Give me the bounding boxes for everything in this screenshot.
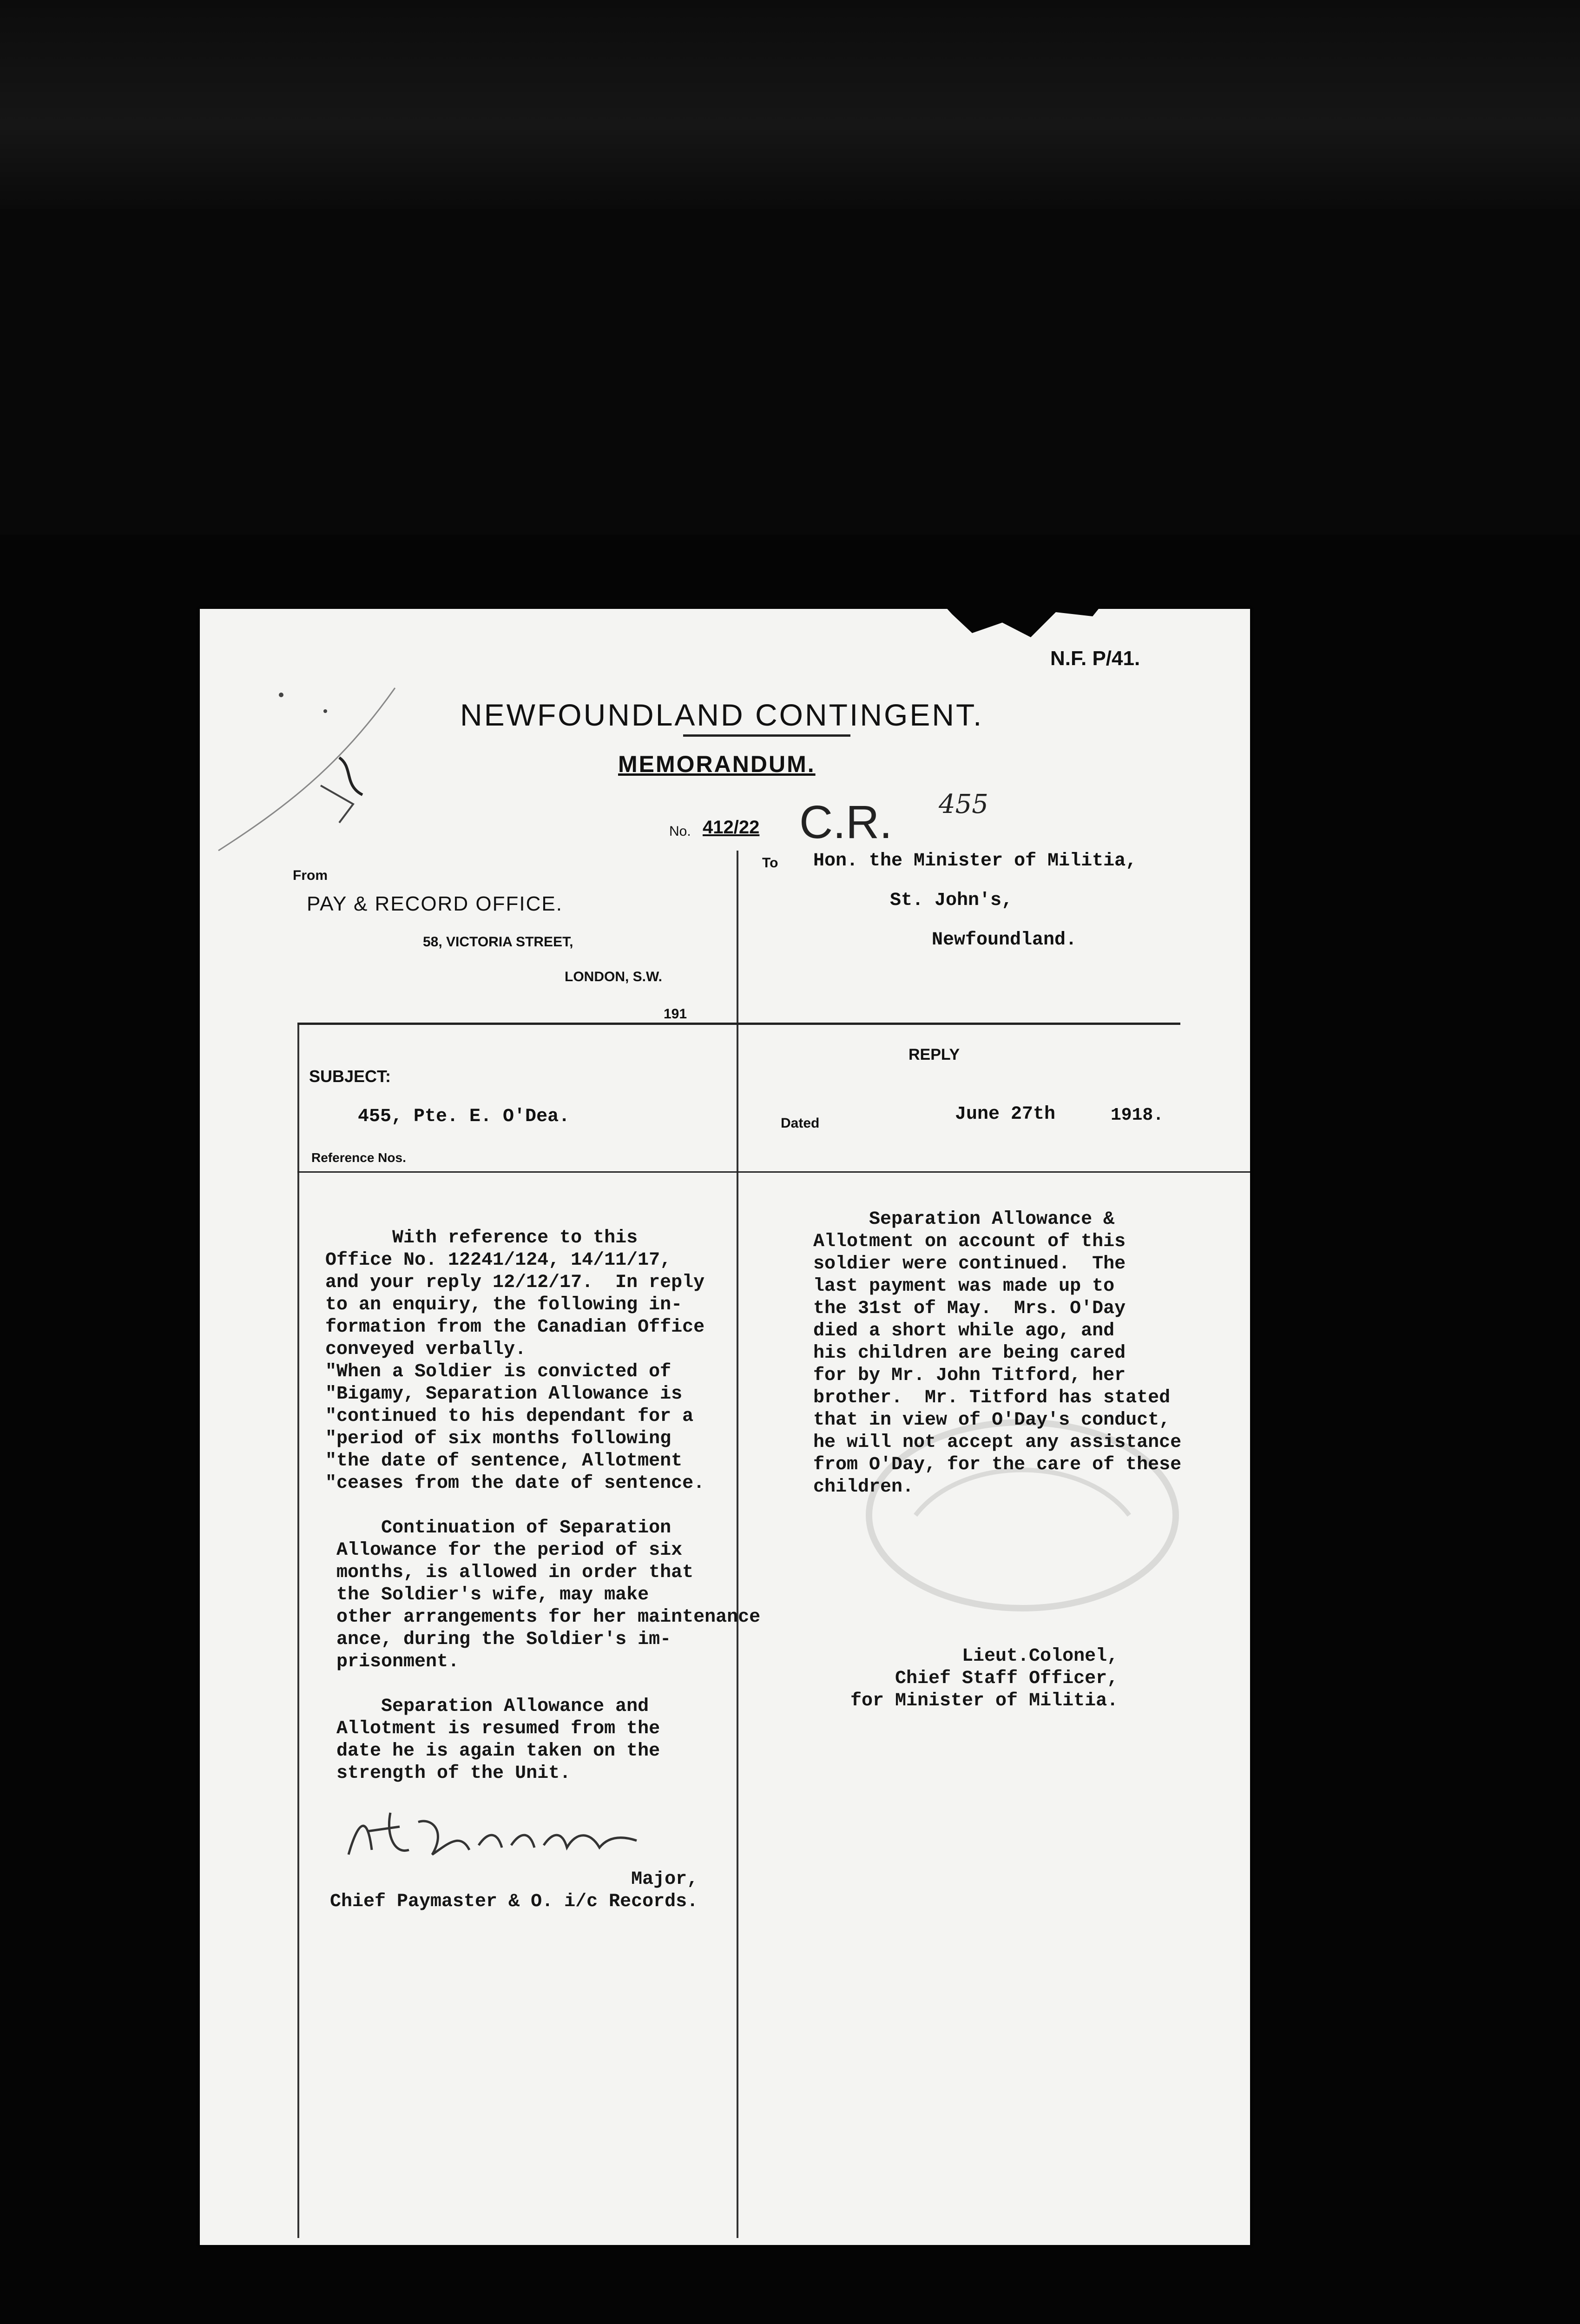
form-number: N.F. P/41. (1050, 647, 1140, 670)
header-rule (297, 1023, 1180, 1025)
to-line-3: Newfoundland. (932, 930, 1077, 951)
to-line-2: St. John's, (890, 890, 1013, 911)
memo-title: MEMORANDUM. (618, 751, 816, 777)
right-signoff: Lieut.Colonel, Chief Staff Officer, for Minister of Militia. (850, 1646, 1119, 1711)
torn-corner (939, 600, 1106, 641)
number-value: 412/22 (703, 817, 760, 838)
faded-stamp (860, 1399, 1185, 1631)
subject-label: SUBJECT: (309, 1067, 391, 1086)
dated-value: June 27th (955, 1104, 1056, 1125)
left-body-text: With reference to this Office No. 12241/124, 14/11/17, and your reply 12/12/17. In reply to an enquiry, the following in- formation from the Canadian Office conveyed verbally. "When a Soldier is convicted of "Bigamy, Separation Allowance is "continued to his dependant for a "period of six months following "the date of sentence, Allotment "ceases from the date of sentence. Continuation of Separation Allowance for the period of six months, is allowed in order that the Soldier's wife, may make other arrangements for her maintenance ance, during the Soldier's im- prisonment. Separation Allowance and Allotment is resumed from the date he is again taken on the strength of the Unit. (325, 1228, 761, 1784)
dated-label: Dated (781, 1116, 820, 1131)
left-margin-rule (297, 1025, 299, 2238)
to-line-1: Hon. the Minister of Militia, (813, 851, 1137, 872)
from-street: 58, VICTORIA STREET, (423, 934, 573, 950)
from-label: From (293, 868, 328, 883)
dated-year: 1918. (1111, 1105, 1164, 1125)
header-divider (737, 851, 738, 1037)
subject-value: 455, Pte. E. O'Dea. (358, 1106, 570, 1127)
reply-label: REPLY (908, 1046, 960, 1063)
subject-rule (297, 1171, 1250, 1173)
middle-dark-band (0, 209, 1580, 535)
from-city: LONDON, S.W. (565, 969, 662, 984)
from-year: 191 (664, 1006, 687, 1022)
heading: NEWFOUNDLAND CONTINGENT. (460, 698, 984, 732)
pencil-marks (200, 609, 432, 897)
memorandum-sheet (200, 609, 1250, 2245)
number-label: No. (669, 824, 691, 839)
handwritten-number: 455 (939, 789, 988, 819)
from-office: PAY & RECORD OFFICE. (307, 892, 563, 915)
left-signoff: Major, Chief Paymaster & O. i/c Records. (330, 1869, 698, 1912)
top-dark-band (0, 0, 1580, 209)
handwritten-signature (339, 1803, 665, 1868)
heading-rule (683, 734, 850, 737)
reference-label: Reference Nos. (311, 1150, 406, 1165)
handwritten-ref: C.R. (799, 796, 892, 848)
to-label: To (762, 855, 778, 871)
right-body-text: Separation Allowance & Allotment on account of this soldier were continued. The last payment was made up to the 31st of May. Mrs. O'Day died a short while ago, and his children are being cared for by Mr. John Titford, her brother. Mr. Titford has stated that in view of O'Day's conduct, he will not accept any assistance from O'Day, for the care of these children. (813, 1209, 1182, 1498)
